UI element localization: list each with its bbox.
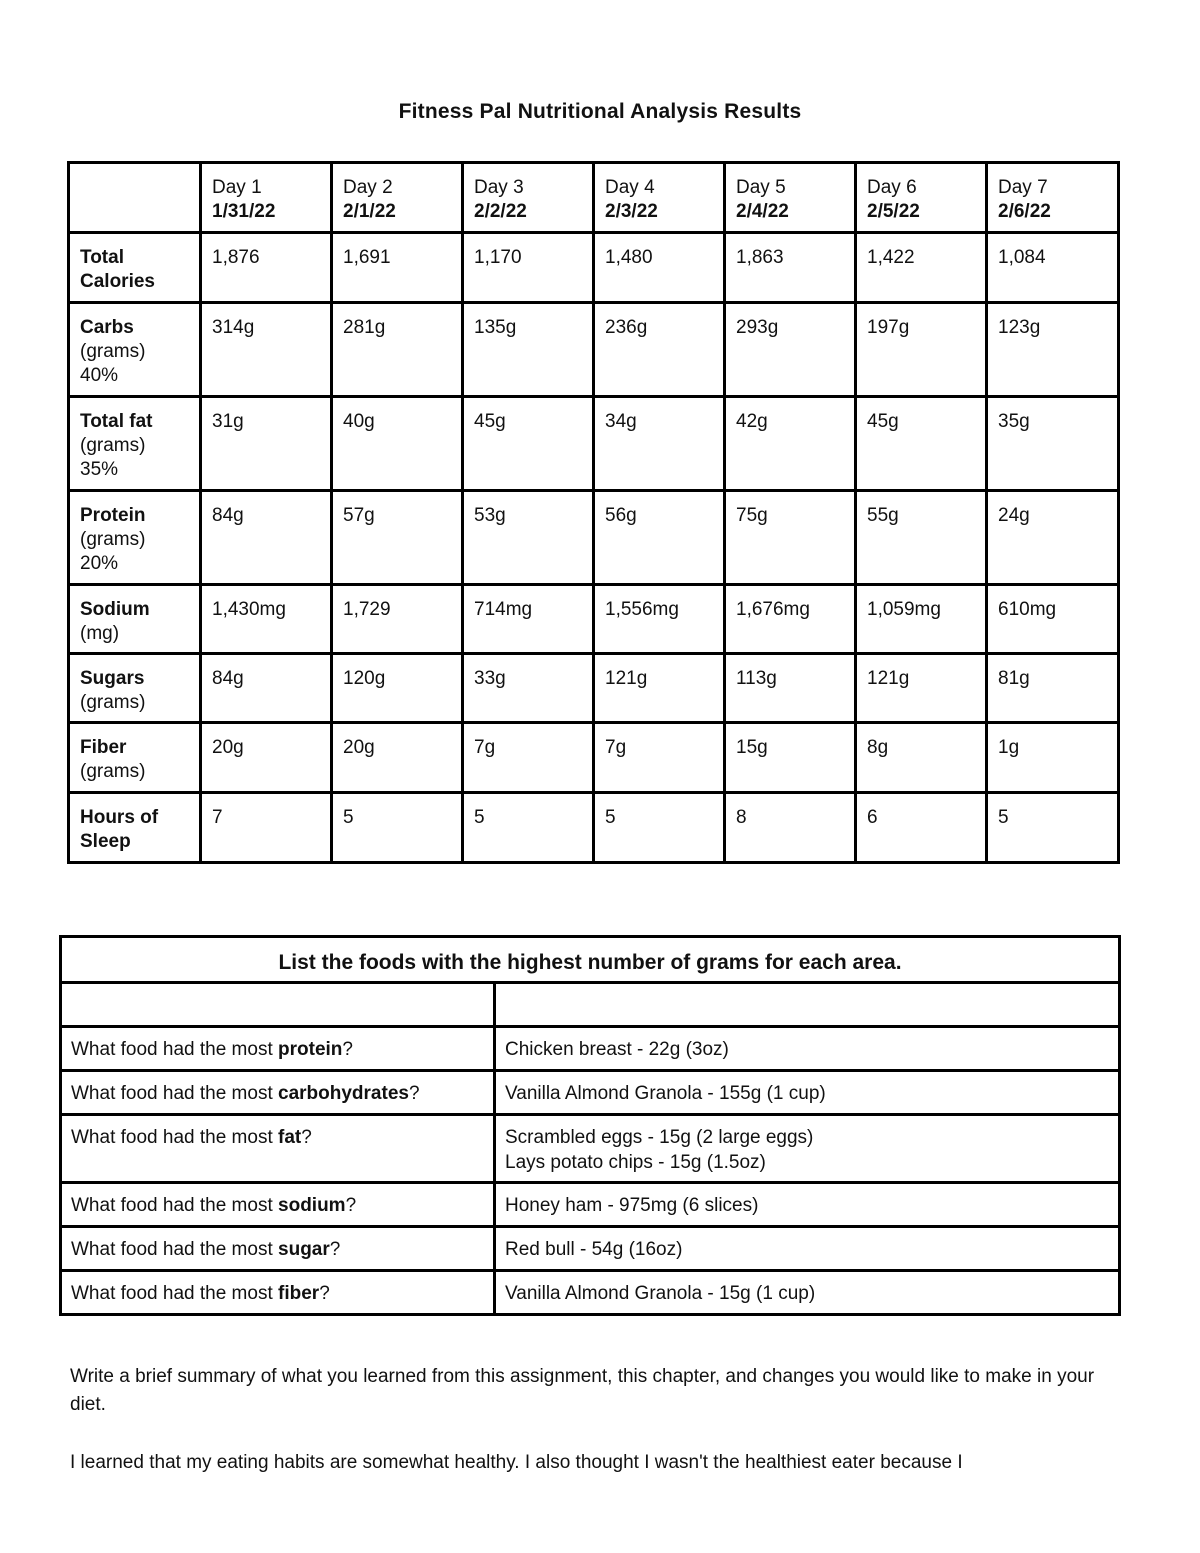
nutrient-label: Protein — [80, 505, 146, 526]
row-header — [69, 793, 201, 863]
highest-foods-table — [59, 935, 1121, 1316]
table-cell: 20g — [332, 723, 463, 793]
table-cell: 31g — [201, 397, 332, 491]
table-cell: 120g — [332, 654, 463, 723]
table-cell: 135g — [463, 303, 594, 397]
table-cell: 1,430mg — [201, 585, 332, 654]
answer-cell: Honey ham - 975mg (6 slices) — [495, 1183, 1120, 1227]
table-row — [69, 723, 1119, 793]
nutrition-table — [67, 161, 1120, 864]
document-title: Fitness Pal Nutritional Analysis Results — [398, 100, 802, 123]
question-cell — [61, 1071, 495, 1115]
day-header — [987, 163, 1119, 233]
answer-cell — [495, 1115, 1120, 1183]
table-cell: 5 — [463, 793, 594, 863]
table-cell: 57g — [332, 491, 463, 585]
day-date: 2/4/22 — [736, 201, 789, 222]
question-mark: ? — [301, 1127, 312, 1148]
answer-cell: Vanilla Almond Granola - 15g (1 cup) — [495, 1271, 1120, 1315]
table-cell: 1,729 — [332, 585, 463, 654]
day-label: Day 6 — [867, 177, 917, 198]
answer-cell: Vanilla Almond Granola - 155g (1 cup) — [495, 1071, 1120, 1115]
nutrient-label: Hours of Sleep — [80, 807, 159, 852]
question-prefix: What food had the most — [71, 1195, 279, 1216]
table-cell: 24g — [987, 491, 1119, 585]
nutrient-label: Sodium — [80, 599, 150, 620]
nutrient-unit: (grams) — [80, 529, 146, 550]
table-cell: 84g — [201, 491, 332, 585]
question-mark: ? — [319, 1283, 330, 1304]
question-mark: ? — [342, 1039, 353, 1060]
nutrient-unit: (grams) — [80, 341, 146, 362]
table-cell: 610mg — [987, 585, 1119, 654]
table-cell: 1g — [987, 723, 1119, 793]
row-header — [69, 723, 201, 793]
table-cell: 45g — [856, 397, 987, 491]
table-cell: 1,480 — [594, 233, 725, 303]
nutrient-unit: (grams) — [80, 761, 146, 782]
day-header — [201, 163, 332, 233]
question-prefix: What food had the most — [71, 1283, 279, 1304]
table-cell: 5 — [332, 793, 463, 863]
table-cell: 33g — [463, 654, 594, 723]
table-row — [61, 1183, 1120, 1227]
row-header — [69, 585, 201, 654]
question-cell — [61, 1183, 495, 1227]
answer-cell: Chicken breast - 22g (3oz) — [495, 1027, 1120, 1071]
table-cell: 113g — [725, 654, 856, 723]
table-row — [69, 654, 1119, 723]
question-prefix: What food had the most — [71, 1039, 279, 1060]
answer-line: Scrambled eggs - 15g (2 large eggs) — [505, 1127, 814, 1148]
day-header — [463, 163, 594, 233]
table-cell: 40g — [332, 397, 463, 491]
answer-cell: Red bull - 54g (16oz) — [495, 1227, 1120, 1271]
day-date: 2/2/22 — [474, 201, 527, 222]
nutrient-keyword: sodium — [278, 1195, 346, 1216]
day-header — [594, 163, 725, 233]
day-label: Day 1 — [212, 177, 262, 198]
table-cell: 35g — [987, 397, 1119, 491]
nutrient-label: Total fat — [80, 411, 153, 432]
nutrient-keyword: carbohydrates — [278, 1083, 409, 1104]
summary-answer: I learned that my eating habits are somewhat healthy. I also thought I wasn't the healthiest eater because I — [70, 1452, 963, 1473]
table-cell: 56g — [594, 491, 725, 585]
table-cell: 293g — [725, 303, 856, 397]
question-prefix: What food had the most — [71, 1127, 279, 1148]
table-caption-row — [61, 937, 1120, 983]
day-header — [856, 163, 987, 233]
table-cell: 714mg — [463, 585, 594, 654]
table-cell: 281g — [332, 303, 463, 397]
day-label: Day 4 — [605, 177, 655, 198]
table-row — [69, 585, 1119, 654]
nutrient-keyword: fat — [278, 1127, 302, 1148]
day-date: 2/5/22 — [867, 201, 920, 222]
table-cell: 197g — [856, 303, 987, 397]
table-cell: 1,691 — [332, 233, 463, 303]
nutrient-percent: 40% — [80, 365, 119, 386]
table-cell: 81g — [987, 654, 1119, 723]
day-date: 2/6/22 — [998, 201, 1051, 222]
table-cell: 1,422 — [856, 233, 987, 303]
table-cell: 7 — [201, 793, 332, 863]
nutrient-label: Carbs — [80, 317, 134, 338]
table-row — [61, 1271, 1120, 1315]
table-header-row — [69, 163, 1119, 233]
question-mark: ? — [345, 1195, 357, 1216]
row-header — [69, 303, 201, 397]
row-header — [69, 491, 201, 585]
nutrient-label: Sugars — [80, 668, 145, 689]
table-cell: 236g — [594, 303, 725, 397]
table-cell: 55g — [856, 491, 987, 585]
nutrient-keyword: sugar — [278, 1239, 330, 1260]
nutrient-percent: 35% — [80, 459, 119, 480]
question-mark: ? — [329, 1239, 341, 1260]
question-cell — [61, 1115, 495, 1183]
corner-cell — [69, 163, 201, 233]
table-cell: 34g — [594, 397, 725, 491]
day-header — [725, 163, 856, 233]
table-cell: 8g — [856, 723, 987, 793]
table-cell: 84g — [201, 654, 332, 723]
table-row — [69, 793, 1119, 863]
answer-line: Lays potato chips - 15g (1.5oz) — [505, 1152, 766, 1173]
table-cell: 1,059mg — [856, 585, 987, 654]
table-cell: 75g — [725, 491, 856, 585]
table-cell: 7g — [594, 723, 725, 793]
table-row — [61, 1227, 1120, 1271]
table-cell: 1,863 — [725, 233, 856, 303]
table-row — [61, 1027, 1120, 1071]
table-cell: 5 — [594, 793, 725, 863]
day-label: Day 2 — [343, 177, 393, 198]
day-header — [332, 163, 463, 233]
table-cell: 5 — [987, 793, 1119, 863]
table-row — [69, 491, 1119, 585]
table-cell: 20g — [201, 723, 332, 793]
table-row — [69, 303, 1119, 397]
row-header — [69, 233, 201, 303]
summary-prompt: Write a brief summary of what you learned from this assignment, this chapter, and changes you would like to make in your diet. — [70, 1366, 1095, 1415]
question-prefix: What food had the most — [71, 1083, 279, 1104]
day-date: 2/1/22 — [343, 201, 396, 222]
nutrient-unit: (mg) — [80, 623, 120, 644]
table-caption: List the foods with the highest number of grams for each area. — [61, 937, 1120, 983]
empty-cell — [61, 983, 495, 1027]
day-date: 1/31/22 — [212, 201, 276, 222]
question-cell — [61, 1271, 495, 1315]
table-cell: 1,556mg — [594, 585, 725, 654]
table-cell: 1,170 — [463, 233, 594, 303]
row-header — [69, 654, 201, 723]
table-cell: 7g — [463, 723, 594, 793]
table-cell: 123g — [987, 303, 1119, 397]
nutrient-percent: 20% — [80, 553, 119, 574]
nutrient-unit: (grams) — [80, 435, 146, 456]
table-row — [61, 1115, 1120, 1183]
table-cell: 1,676mg — [725, 585, 856, 654]
nutrient-label: Total Calories — [80, 247, 155, 292]
table-cell: 121g — [594, 654, 725, 723]
table-cell: 45g — [463, 397, 594, 491]
table-cell: 6 — [856, 793, 987, 863]
table-cell: 53g — [463, 491, 594, 585]
nutrient-unit: (grams) — [80, 692, 146, 713]
day-label: Day 3 — [474, 177, 524, 198]
question-mark: ? — [408, 1083, 420, 1104]
table-cell: 15g — [725, 723, 856, 793]
day-label: Day 5 — [736, 177, 786, 198]
table-cell: 121g — [856, 654, 987, 723]
day-date: 2/3/22 — [605, 201, 658, 222]
table-row — [69, 233, 1119, 303]
table-cell: 42g — [725, 397, 856, 491]
table-cell: 314g — [201, 303, 332, 397]
nutrient-keyword: fiber — [278, 1283, 320, 1304]
table-cell: 1,084 — [987, 233, 1119, 303]
nutrient-label: Fiber — [80, 737, 127, 758]
table-cell: 1,876 — [201, 233, 332, 303]
table-row — [61, 1071, 1120, 1115]
question-prefix: What food had the most — [71, 1239, 279, 1260]
empty-row — [61, 983, 1120, 1027]
table-row — [69, 397, 1119, 491]
day-label: Day 7 — [998, 177, 1048, 198]
nutrient-keyword: protein — [278, 1039, 343, 1060]
row-header — [69, 397, 201, 491]
empty-cell — [495, 983, 1120, 1027]
table-cell: 8 — [725, 793, 856, 863]
question-cell — [61, 1227, 495, 1271]
question-cell — [61, 1027, 495, 1071]
